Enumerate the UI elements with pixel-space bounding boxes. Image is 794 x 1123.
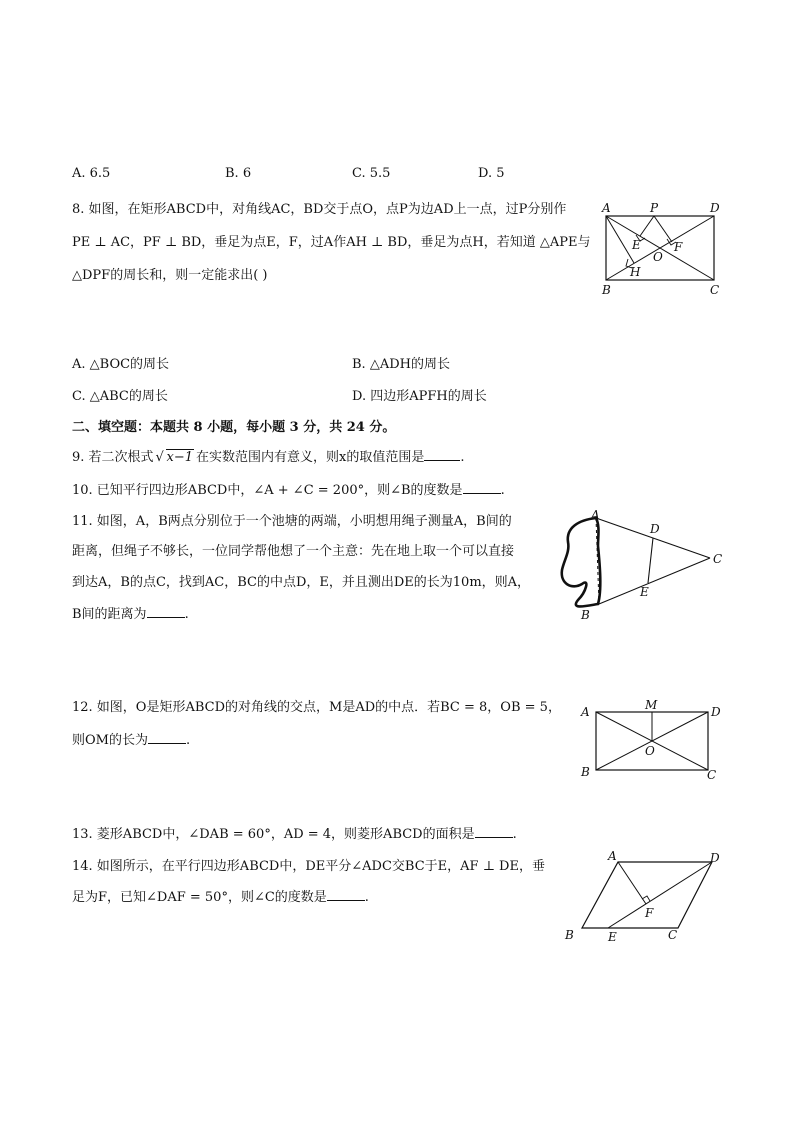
q14-label-b: B (565, 928, 574, 942)
q8-label-b: B (602, 283, 611, 297)
q13-text (72, 823, 517, 842)
q12-text-line1: 12. 如图，O是矩形ABCD的对角线的交点，M是AD的中点．若BC = 8，OB = 5， (72, 700, 561, 715)
q11-label-e: E (640, 585, 649, 599)
q8-option-d: D. 四边形APFH的周长 (352, 389, 487, 404)
q11-text-line1: 11. 如图，A，B两点分别位于一个池塘的两端，小明想用绳子测量A，B间的 (72, 514, 512, 529)
q8-label-p: P (650, 201, 659, 215)
q12-answer-blank (148, 731, 186, 744)
q14-label-e: E (608, 930, 617, 944)
q10-end: . (500, 483, 505, 498)
q14-answer-blank (327, 888, 365, 901)
q9-answer-blank (424, 448, 460, 461)
q14-label-a: A (608, 849, 617, 863)
q8-option-b: B. △ADH的周长 (352, 357, 450, 372)
q12-label-o: O (645, 744, 655, 758)
q13-end: . (512, 827, 517, 842)
q11-text-line2: 距离，但绳子不够长，一位同学帮他想了一个主意：先在地上取一个可以直接 (72, 544, 515, 559)
q14-line2-body: 足为F，已知∠DAF = 50°，则∠C的度数是 (72, 890, 327, 905)
q12-label-a: A (581, 705, 590, 719)
q11-answer-blank (147, 605, 185, 618)
q12-label-d: D (711, 705, 721, 719)
q12-text-line2 (72, 729, 190, 748)
q7-option-d: D. 5 (478, 166, 505, 181)
q10-answer-blank (463, 481, 501, 494)
q7-option-c: C. 5.5 (352, 166, 391, 181)
q9-radical: √ x−1 (155, 450, 194, 465)
q7-option-b: B. 6 (225, 166, 252, 181)
q8-option-c: C. △ABC的周长 (72, 389, 168, 404)
q11-label-c: C (713, 552, 723, 566)
q10-text (72, 479, 505, 498)
q8-label-c: C (710, 283, 720, 297)
q14-text-line2 (72, 886, 369, 905)
q12-label-c: C (707, 768, 717, 782)
q14-text-line1: 14. 如图所示，在平行四边形ABCD中，DE平分∠ADC交BC于E，AF ⊥ DE，垂 (72, 859, 545, 874)
q13-body: 13. 菱形ABCD中，∠DAB = 60°，AD = 4，则菱形ABCD的面积是 (72, 827, 475, 842)
q9-suffix: 在实数范围内有意义，则x的取值范围是 (196, 450, 425, 465)
q8-label-h: H (630, 265, 641, 279)
q11-text-line3: 到达A，B的点C，找到AC，BC的中点D，E，并且测出DE的长为10m，则A， (72, 575, 531, 590)
q8-text-line3: △DPF的周长和，则一定能求出( ) (72, 268, 268, 283)
q8-text-line2: PE ⊥ AC，PF ⊥ BD，垂足为点E，F，过A作AH ⊥ BD，垂足为点H，若知道 △APE与 (72, 235, 591, 250)
q8-figure-rectangle (596, 198, 728, 300)
q9-end: . (460, 450, 465, 465)
q9-prefix: 9. 若二次根式 (72, 450, 154, 465)
q7-option-a: A. 6.5 (72, 166, 111, 181)
q8-option-a: A. △BOC的周长 (72, 357, 170, 372)
q12-label-m: M (645, 698, 658, 712)
q8-label-f: F (674, 240, 683, 254)
q14-end: . (364, 890, 369, 905)
q11-label-d: D (650, 522, 660, 536)
q12-end: . (185, 733, 191, 748)
q13-answer-blank (475, 825, 513, 838)
q11-label-b: B (581, 608, 590, 622)
q11-label-a: A (591, 508, 600, 522)
q14-figure-parallelogram (560, 848, 730, 946)
q8-label-a: A (602, 201, 611, 215)
q12-label-b: B (581, 765, 590, 779)
q14-label-d: D (710, 851, 720, 865)
q14-label-c: C (668, 928, 678, 942)
q8-text-line1: 8. 如图，在矩形ABCD中，对角线AC，BD交于点O，点P为边AD上一点，过P分别作 (72, 202, 567, 217)
q8-label-e: E (632, 238, 641, 252)
q8-label-d: D (710, 201, 720, 215)
section-heading-fill-in: 二、填空题：本题共 8 小题，每小题 3 分，共 24 分。 (72, 420, 396, 435)
q14-label-f: F (645, 906, 654, 920)
q11-end: . (184, 607, 189, 622)
q10-body: 10. 已知平行四边形ABCD中，∠A + ∠C = 200°，则∠B的度数是 (72, 483, 463, 498)
q9-text (72, 446, 465, 465)
q11-line4-body: B间的距离为 (72, 607, 147, 622)
q12-line2-body: 则OM的长为 (72, 733, 148, 748)
q9-radicand: x−1 (166, 450, 194, 465)
q11-figure-pond (556, 506, 732, 626)
q12-figure-rectangle (574, 696, 724, 786)
q8-label-o: O (653, 250, 663, 264)
q11-text-line4 (72, 603, 189, 622)
